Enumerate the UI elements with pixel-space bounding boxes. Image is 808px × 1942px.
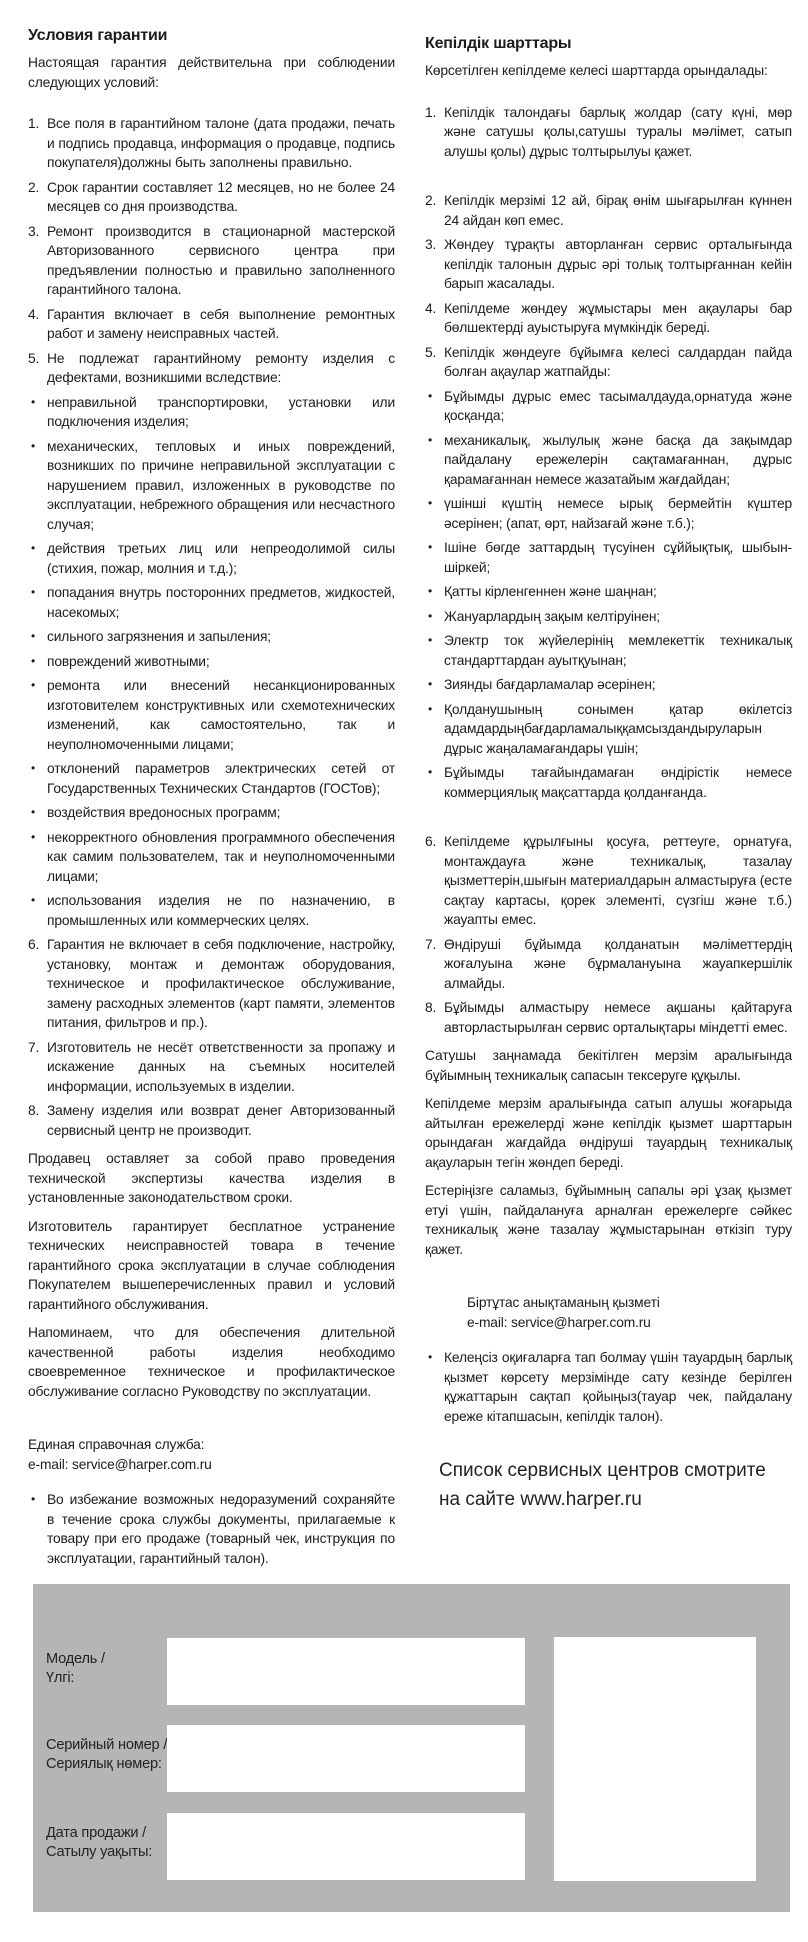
- list-item: [425, 935, 792, 994]
- item-text: Не подлежат гарантийному ремонту изделия с дефектами, возникшими вследствие:: [47, 350, 395, 385]
- item-text: Гарантия не включает в себя подключение, настройку, установку, монтаж и демонтаж оборудования, техническое и профилактическое обслуживание, замену расходных элементов (карт памяти, элементов питания, фильтров и пр.).: [47, 937, 395, 1030]
- model-label-kz: Үлгі:: [46, 1670, 75, 1686]
- item-text: Бұйымды алмастыру немесе ақшаны қайтаруға авторластырылған сервис орталықтары міндетті емес.: [444, 1000, 792, 1035]
- numbered-list-1-5-ru: [28, 114, 395, 388]
- sale-date-label-kz: Сатылу уақыты:: [46, 1844, 153, 1860]
- support-contact-ru: [28, 1435, 395, 1474]
- keep-documents-note-kz: [425, 1348, 792, 1426]
- item-text: повреждений животными;: [47, 653, 210, 669]
- item-number: 4.: [28, 306, 40, 322]
- column-title-kz: Кепілдік шарттары: [425, 35, 572, 52]
- item-text: Продавец оставляет за собой право проведения технической экспертизы качества изделия в установленные законодательством сроки.: [28, 1151, 395, 1205]
- list-item: [425, 343, 792, 382]
- paragraph: [425, 1094, 792, 1172]
- item-text: Келеңсіз оқиғаларға тап болмау үшін тауардың барлық қызмет көрсету мерзімінде сату кезінде берілген құжаттарын сақтап қойыңыз(тауар чек, пайдалану ереже кітапшасын, кепілдік талон).: [444, 1350, 792, 1424]
- sale-date-label-ru: Дата продажи /: [46, 1825, 147, 1841]
- item-number: 6.: [28, 937, 40, 952]
- item-text: Кепілдік талондағы барлық жолдар (сату күні, мөр және сатушы қолы,сатушы туралы мәлімет, сатып алушы қолы) дұрыс толтырылуы қажет.: [444, 104, 792, 159]
- item-number: 5.: [28, 350, 40, 366]
- item-number: 1.: [28, 116, 40, 131]
- closing-paragraphs-kz: [425, 1046, 792, 1259]
- item-number: 4.: [425, 300, 437, 316]
- model-field: [167, 1638, 525, 1705]
- bullet-icon: •: [31, 893, 36, 907]
- item-text: үшінші күштің немесе ырық бермейтін күштер әсерінен; (апат, өрт, найзағай және т.б.);: [444, 496, 792, 531]
- item-number: 2.: [28, 179, 40, 195]
- item-text: Во избежание возможных недоразумений сохраняйте в течение срока службы документы, прилагаемые к товару при его продаже (товарный чек, инструкция по эксплуатации, гарантийный талон).: [47, 1492, 395, 1566]
- paragraph: [425, 1046, 792, 1085]
- list-item: [425, 832, 792, 930]
- list-item: [425, 607, 792, 627]
- item-text: Кепілдеме құрылғыны қосуға, реттеуге, орнатуға, монтаждауға және техникалық, тазалау қызметтерін,шығын материалдарын алмастыруға (есте сақтау картасы, қорек элементі, сүзгіш және т.б.) жауапты емес.: [444, 834, 792, 927]
- item-number: 2.: [425, 193, 437, 208]
- list-item: [28, 759, 395, 798]
- list-item: [28, 178, 395, 217]
- bullet-icon: •: [428, 633, 433, 647]
- item-number: 8.: [28, 1103, 40, 1118]
- bullet-icon: •: [31, 585, 36, 599]
- item-text: отклонений параметров электрических сетей от Государственных Технических Стандартов (ГОСТов);: [47, 761, 395, 796]
- item-text: воздействия вредоносных программ;: [47, 805, 281, 820]
- support-email: e-mail: service@harper.com.ru: [28, 1456, 212, 1472]
- bullet-icon: •: [31, 761, 36, 775]
- list-item: [425, 387, 792, 426]
- item-text: Жануарлардың зақым келтіруінен;: [444, 608, 660, 624]
- list-item: [28, 222, 395, 300]
- item-text: механикалық, жылулық және басқа да зақымдар пайдалану ережелерін сақтамағаннан, дұрыс қарамағаннан немесе жазатайым жағдайдан;: [444, 432, 792, 487]
- item-text: Қатты кірленгеннен және шаңнан;: [444, 584, 657, 599]
- item-text: Кепілдік мерзімі 12 ай, бірақ өнім шығарылған күннен 24 айдан көп емес.: [444, 193, 792, 228]
- item-text: действия третьих лиц или непреодолимой силы (стихия, пожар, молния и т.д.);: [47, 541, 395, 576]
- list-item: [425, 998, 792, 1037]
- sale-date-field: [167, 1813, 525, 1880]
- warranty-form: [33, 1584, 790, 1912]
- item-text: Кепілдеме жөндеу жұмыстары мен ақаулары бар бөлшектерді ауыстыруға мүмкіндік береді.: [444, 300, 792, 335]
- item-number: 6.: [425, 834, 437, 849]
- keep-documents-note-ru: [28, 1490, 395, 1568]
- bullet-icon: •: [31, 805, 36, 819]
- item-text: Өндіруші бұйымда қолданатын мәліметтердің жоғалуына және бұрмалануына жауапкершілік алмайды.: [444, 936, 792, 991]
- list-item: [28, 539, 395, 578]
- list-item: [28, 114, 395, 173]
- serial-number-label-kz: Сериялық нөмер:: [46, 1756, 162, 1772]
- item-number: 7.: [425, 936, 437, 952]
- list-item: [425, 1348, 792, 1426]
- item-text: Зиянды бағдарламалар әсерінен;: [444, 677, 656, 692]
- bullet-icon: •: [428, 388, 433, 403]
- item-text: Естеріңізге саламыз, бұйымның сапалы әрі ұзақ қызмет етуі үшін, пайдалануға арналған ережелерге сәйкес техникалық және тазалау жұмыстарынан өткізіп туру қажет.: [425, 1183, 792, 1257]
- list-item: [425, 431, 792, 490]
- bullet-icon: •: [31, 829, 36, 844]
- list-item: [28, 803, 395, 823]
- item-text: Изготовитель гарантирует бесплатное устранение технических неисправностей товара в течение гарантийного срока эксплуатации в случае соблюдения Покупателем вышеперечисленных правил и условий гарантийного обслуживания.: [28, 1218, 395, 1312]
- list-item: [425, 631, 792, 670]
- item-text: неправильной транспортировки, установки или подключения изделия;: [47, 394, 395, 429]
- russian-column: [28, 26, 395, 1568]
- bullet-icon: •: [31, 653, 36, 668]
- item-text: Қолданушының сонымен қатар өкілетсіз адамдардыңбағдарламалыққамсыздандыруларын дұрыс жаңаламағандары үшін;: [444, 701, 792, 756]
- list-item: [28, 891, 395, 930]
- list-item: [425, 299, 792, 338]
- bullet-icon: •: [428, 540, 433, 554]
- model-label-ru: Модель /: [46, 1651, 105, 1667]
- item-text: механических, тепловых и иных повреждений, возникших по причине неправильной эксплуатации с нарушением правил, изложенных в руководстве по эксплуатации, небрежного обращения или несчастного случая;: [47, 438, 395, 532]
- bullet-icon: •: [428, 584, 433, 598]
- list-item: [425, 103, 792, 162]
- bullet-icon: •: [428, 608, 433, 623]
- numbered-list-6-8-kz: [425, 832, 792, 1037]
- item-number: 7.: [28, 1039, 40, 1055]
- list-item: [425, 191, 792, 230]
- closing-paragraphs-ru: [28, 1149, 395, 1401]
- item-text: Бұйымды дұрыс емес тасымалдауда,орнатуда және қосқанда;: [444, 388, 792, 423]
- list-item: [28, 627, 395, 647]
- list-item: [425, 582, 792, 602]
- list-item: [425, 538, 792, 577]
- item-text: Напоминаем, что для обеспечения длительной качественной работы изделия необходимо своевременное техническое и профилактическое обслуживание согласно Руководству по эксплуатации.: [28, 1325, 395, 1399]
- serial-number-label-ru: Серийный номер /: [46, 1737, 168, 1753]
- defect-bullet-list-ru: [28, 393, 395, 931]
- bullet-icon: •: [31, 678, 36, 692]
- paragraph: [28, 1149, 395, 1208]
- service-centers-note: Список сервисных центров смотрите на сайте www.harper.ru: [439, 1460, 766, 1510]
- bullet-icon: •: [31, 629, 36, 643]
- item-text: Ремонт производится в стационарной мастерской Авторизованного сервисного центра при предъявлении полностью и правильно заполненного гарантийного талона.: [47, 223, 395, 297]
- numbered-list-1-5-kz: [425, 103, 792, 382]
- intro-paragraph-kz: Көрсетілген кепілдеме келесі шарттарда орындалады:: [425, 63, 768, 78]
- list-item: [28, 349, 395, 388]
- serial-number-label: [46, 1736, 171, 1774]
- item-number: 3.: [425, 237, 437, 252]
- bullet-icon: •: [428, 1350, 433, 1364]
- bullet-icon: •: [428, 701, 433, 716]
- bullet-icon: •: [428, 432, 433, 447]
- list-item: [28, 1490, 395, 1568]
- defect-bullet-list-kz: [425, 387, 792, 803]
- column-title-ru: Условия гарантии: [28, 27, 168, 44]
- intro-paragraph-ru: Настоящая гарантия действительна при соблюдении следующих условий:: [28, 55, 395, 90]
- list-item: [28, 676, 395, 754]
- list-item: [425, 675, 792, 695]
- item-text: Жөндеу тұрақты авторланған сервис орталығында кепілдік талонын дұрыс әрі толық толтырғаннан кейін барып жасалады.: [444, 237, 792, 291]
- item-text: Все поля в гарантийном талоне (дата продажи, печать и подпись продавца, информация о продавце, подпись покупателя)должны быть заполнены правильно.: [47, 116, 395, 170]
- list-item: [425, 494, 792, 533]
- support-contact-kz: [425, 1293, 792, 1332]
- item-text: Электр ток жүйелерінің мемлекеттік техникалық стандарттардан ауытқуынан;: [444, 633, 792, 668]
- bullet-icon: •: [31, 1492, 36, 1506]
- item-number: 8.: [425, 1000, 437, 1015]
- item-text: Кепілдік жөндеуге бұйымға келесі салдардан пайда болған ақаулар жатпайды:: [444, 344, 792, 379]
- numbered-list-6-8-ru: [28, 935, 395, 1140]
- item-text: Гарантия включает в себя выполнение ремонтных работ и замену неисправных частей.: [47, 306, 395, 341]
- item-text: Бұйымды тағайындамаған өндірістік немесе коммерциялық мақсаттарда қолданғанда.: [444, 765, 792, 800]
- item-text: Замену изделия или возврат денег Авторизованный сервисный центр не производит.: [47, 1103, 395, 1138]
- bullet-icon: •: [428, 496, 433, 510]
- item-text: Изготовитель не несёт ответственности за пропажу и искажение данных на съемных носителей информации, используемых в изделии.: [47, 1039, 395, 1094]
- list-item: [28, 583, 395, 622]
- paragraph: [28, 1323, 395, 1401]
- list-item: [425, 700, 792, 759]
- serial-number-field: [167, 1725, 525, 1792]
- seller-stamp-area: [554, 1637, 756, 1881]
- bullet-icon: •: [31, 541, 36, 555]
- kazakh-column: [425, 26, 792, 1533]
- item-text: Срок гарантии составляет 12 месяцев, но не более 24 месяцев со дня производства.: [47, 179, 395, 214]
- item-text: использования изделия не по назначению, в промышленных или коммерческих целях.: [47, 893, 395, 928]
- item-number: 5.: [425, 344, 437, 360]
- list-item: [28, 935, 395, 1033]
- item-text: Сатушы заңнамада бекітілген мерзім аралығында бұйымның техникалық сапасын тексеруге құқылы.: [425, 1048, 792, 1083]
- list-item: [425, 235, 792, 294]
- list-item: [28, 1101, 395, 1140]
- item-text: некорректного обновления программного обеспечения как самим пользователем, так и неуполномоченными лицами;: [47, 829, 395, 884]
- model-label: [46, 1650, 171, 1688]
- item-number: 3.: [28, 223, 40, 239]
- list-item: [28, 393, 395, 432]
- support-email: e-mail: service@harper.com.ru: [467, 1314, 651, 1330]
- paragraph: [28, 1217, 395, 1315]
- bullet-icon: •: [428, 677, 433, 691]
- paragraph: [425, 1181, 792, 1259]
- bullet-icon: •: [31, 394, 36, 409]
- two-column-text: [28, 26, 792, 1568]
- item-text: ремонта или внесений несанкционированных изготовителем конструктивных или схемотехнических изменений, как самостоятельно, так и неуполномоченными лицами;: [47, 678, 395, 752]
- item-text: попадания внутрь посторонних предметов, жидкостей, насекомых;: [47, 585, 395, 620]
- item-number: 1.: [425, 104, 437, 120]
- list-item: [28, 305, 395, 344]
- list-item: [425, 763, 792, 802]
- support-service-label: Біртұтас анықтаманың қызметі: [467, 1295, 660, 1310]
- bullet-icon: •: [31, 438, 36, 453]
- item-text: сильного загрязнения и запыления;: [47, 629, 271, 644]
- list-item: [28, 828, 395, 887]
- support-service-label: Единая справочная служба:: [28, 1437, 205, 1452]
- list-item: [28, 652, 395, 672]
- sale-date-label: [46, 1824, 171, 1862]
- list-item: [28, 437, 395, 535]
- list-item: [28, 1038, 395, 1097]
- bullet-icon: •: [428, 765, 433, 779]
- item-text: Кепілдеме мерзім аралығында сатып алушы жоғарыда айтылған ережелерді және кепілдік қызмет шарттарын орындаған жағдайда өндіруші тауардың техникалық ақауларын тегін жөндеп береді.: [425, 1096, 792, 1170]
- item-text: Ішіне бөгде заттардың түсуінен сұййықтық, шыбын-шіркей;: [444, 540, 792, 575]
